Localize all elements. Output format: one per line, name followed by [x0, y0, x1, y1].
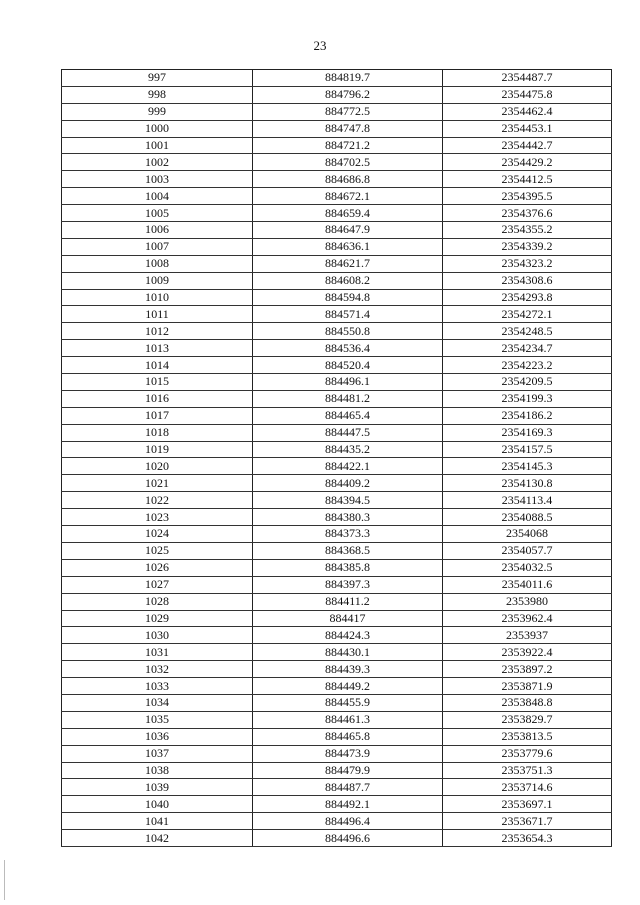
table-row [62, 576, 612, 593]
coordinates-table [61, 69, 612, 847]
x-coordinate-cell: 884686.8 [253, 171, 443, 188]
table-row [62, 137, 612, 154]
table-row [62, 475, 612, 492]
table-row [62, 323, 612, 340]
point-number-cell: 1034 [62, 694, 253, 711]
table-row [62, 441, 612, 458]
table-row [62, 542, 612, 559]
x-coordinate-cell: 884461.3 [253, 711, 443, 728]
x-coordinate-cell: 884409.2 [253, 475, 443, 492]
y-coordinate-cell: 2353751.3 [443, 762, 612, 779]
y-coordinate-cell: 2354032.5 [443, 559, 612, 576]
table-row [62, 745, 612, 762]
y-coordinate-cell: 2354308.6 [443, 272, 612, 289]
margin-mark [4, 860, 5, 900]
point-number-cell: 1041 [62, 813, 253, 830]
point-number-cell: 1032 [62, 661, 253, 678]
point-number-cell: 1003 [62, 171, 253, 188]
y-coordinate-cell: 2354157.5 [443, 441, 612, 458]
y-coordinate-cell: 2353897.2 [443, 661, 612, 678]
point-number-cell: 1042 [62, 830, 253, 847]
x-coordinate-cell: 884520.4 [253, 357, 443, 374]
point-number-cell: 1002 [62, 154, 253, 171]
table-row [62, 492, 612, 509]
point-number-cell: 1033 [62, 678, 253, 695]
x-coordinate-cell: 884647.9 [253, 222, 443, 239]
table-row [62, 340, 612, 357]
x-coordinate-cell: 884368.5 [253, 542, 443, 559]
point-number-cell: 1001 [62, 137, 253, 154]
table-row [62, 154, 612, 171]
point-number-cell: 1036 [62, 728, 253, 745]
y-coordinate-cell: 2353871.9 [443, 678, 612, 695]
point-number-cell: 1017 [62, 407, 253, 424]
y-coordinate-cell: 2354248.5 [443, 323, 612, 340]
x-coordinate-cell: 884659.4 [253, 205, 443, 222]
point-number-cell: 1014 [62, 357, 253, 374]
y-coordinate-cell: 2354272.1 [443, 306, 612, 323]
x-coordinate-cell: 884536.4 [253, 340, 443, 357]
x-coordinate-cell: 884550.8 [253, 323, 443, 340]
x-coordinate-cell: 884455.9 [253, 694, 443, 711]
x-coordinate-cell: 884424.3 [253, 627, 443, 644]
table-row [62, 407, 612, 424]
point-number-cell: 1020 [62, 458, 253, 475]
x-coordinate-cell: 884747.8 [253, 120, 443, 137]
x-coordinate-cell: 884479.9 [253, 762, 443, 779]
y-coordinate-cell: 2354412.5 [443, 171, 612, 188]
table-row [62, 188, 612, 205]
point-number-cell: 1010 [62, 289, 253, 306]
x-coordinate-cell: 884496.1 [253, 374, 443, 391]
table-row [62, 627, 612, 644]
y-coordinate-cell: 2354209.5 [443, 374, 612, 391]
table-row [62, 103, 612, 120]
point-number-cell: 1012 [62, 323, 253, 340]
table-row [62, 238, 612, 255]
x-coordinate-cell: 884496.6 [253, 830, 443, 847]
y-coordinate-cell: 2354057.7 [443, 542, 612, 559]
point-number-cell: 1018 [62, 424, 253, 441]
y-coordinate-cell: 2354234.7 [443, 340, 612, 357]
x-coordinate-cell: 884373.3 [253, 526, 443, 543]
x-coordinate-cell: 884721.2 [253, 137, 443, 154]
page-number: 23 [313, 38, 327, 53]
table-row [62, 222, 612, 239]
y-coordinate-cell: 2353654.3 [443, 830, 612, 847]
y-coordinate-cell: 2354169.3 [443, 424, 612, 441]
table-row [62, 289, 612, 306]
point-number-cell: 1009 [62, 272, 253, 289]
y-coordinate-cell: 2354088.5 [443, 509, 612, 526]
x-coordinate-cell: 884435.2 [253, 441, 443, 458]
point-number-cell: 1025 [62, 542, 253, 559]
point-number-cell: 1013 [62, 340, 253, 357]
table-row [62, 390, 612, 407]
point-number-cell: 1019 [62, 441, 253, 458]
table-row [62, 205, 612, 222]
table-row [62, 255, 612, 272]
table-row [62, 830, 612, 847]
y-coordinate-cell: 2354113.4 [443, 492, 612, 509]
y-coordinate-cell: 2354323.2 [443, 255, 612, 272]
x-coordinate-cell: 884702.5 [253, 154, 443, 171]
x-coordinate-cell: 884672.1 [253, 188, 443, 205]
point-number-cell: 1029 [62, 610, 253, 627]
point-number-cell: 997 [62, 70, 253, 87]
x-coordinate-cell: 884394.5 [253, 492, 443, 509]
y-coordinate-cell: 2354453.1 [443, 120, 612, 137]
table-row [62, 796, 612, 813]
table-row [62, 120, 612, 137]
point-number-cell: 1026 [62, 559, 253, 576]
table-row [62, 762, 612, 779]
x-coordinate-cell: 884636.1 [253, 238, 443, 255]
x-coordinate-cell: 884465.8 [253, 728, 443, 745]
x-coordinate-cell: 884439.3 [253, 661, 443, 678]
table-row [62, 593, 612, 610]
y-coordinate-cell: 2353829.7 [443, 711, 612, 728]
point-number-cell: 1004 [62, 188, 253, 205]
table-row [62, 559, 612, 576]
y-coordinate-cell: 2354376.6 [443, 205, 612, 222]
y-coordinate-cell: 2353779.6 [443, 745, 612, 762]
table-row [62, 779, 612, 796]
y-coordinate-cell: 2354199.3 [443, 390, 612, 407]
table-row [62, 86, 612, 103]
y-coordinate-cell: 2353962.4 [443, 610, 612, 627]
y-coordinate-cell: 2354145.3 [443, 458, 612, 475]
table-row [62, 813, 612, 830]
x-coordinate-cell: 884608.2 [253, 272, 443, 289]
table-row [62, 728, 612, 745]
point-number-cell: 1022 [62, 492, 253, 509]
x-coordinate-cell: 884380.3 [253, 509, 443, 526]
x-coordinate-cell: 884397.3 [253, 576, 443, 593]
table-row [62, 306, 612, 323]
point-number-cell: 1011 [62, 306, 253, 323]
x-coordinate-cell: 884772.5 [253, 103, 443, 120]
x-coordinate-cell: 884430.1 [253, 644, 443, 661]
y-coordinate-cell: 2354186.2 [443, 407, 612, 424]
y-coordinate-cell: 2354130.8 [443, 475, 612, 492]
x-coordinate-cell: 884449.2 [253, 678, 443, 695]
table-row [62, 694, 612, 711]
y-coordinate-cell: 2354355.2 [443, 222, 612, 239]
y-coordinate-cell: 2354442.7 [443, 137, 612, 154]
x-coordinate-cell: 884496.4 [253, 813, 443, 830]
table-row [62, 526, 612, 543]
y-coordinate-cell: 2353937 [443, 627, 612, 644]
y-coordinate-cell: 2353671.7 [443, 813, 612, 830]
point-number-cell: 1015 [62, 374, 253, 391]
x-coordinate-cell: 884417 [253, 610, 443, 627]
point-number-cell: 1005 [62, 205, 253, 222]
y-coordinate-cell: 2354293.8 [443, 289, 612, 306]
x-coordinate-cell: 884571.4 [253, 306, 443, 323]
table-row [62, 610, 612, 627]
point-number-cell: 1008 [62, 255, 253, 272]
coordinates-table-body [62, 70, 612, 847]
y-coordinate-cell: 2353813.5 [443, 728, 612, 745]
point-number-cell: 1023 [62, 509, 253, 526]
table-row [62, 424, 612, 441]
point-number-cell: 1027 [62, 576, 253, 593]
table-row [62, 711, 612, 728]
y-coordinate-cell: 2354339.2 [443, 238, 612, 255]
y-coordinate-cell: 2354223.2 [443, 357, 612, 374]
x-coordinate-cell: 884473.9 [253, 745, 443, 762]
point-number-cell: 1000 [62, 120, 253, 137]
y-coordinate-cell: 2354068 [443, 526, 612, 543]
table-row [62, 171, 612, 188]
table-row [62, 374, 612, 391]
point-number-cell: 1031 [62, 644, 253, 661]
y-coordinate-cell: 2354487.7 [443, 70, 612, 87]
x-coordinate-cell: 884411.2 [253, 593, 443, 610]
point-number-cell: 1040 [62, 796, 253, 813]
y-coordinate-cell: 2354429.2 [443, 154, 612, 171]
y-coordinate-cell: 2353697.1 [443, 796, 612, 813]
y-coordinate-cell: 2353714.6 [443, 779, 612, 796]
x-coordinate-cell: 884492.1 [253, 796, 443, 813]
point-number-cell: 1039 [62, 779, 253, 796]
y-coordinate-cell: 2353980 [443, 593, 612, 610]
point-number-cell: 999 [62, 103, 253, 120]
table-row [62, 509, 612, 526]
y-coordinate-cell: 2354011.6 [443, 576, 612, 593]
y-coordinate-cell: 2354395.5 [443, 188, 612, 205]
y-coordinate-cell: 2354475.8 [443, 86, 612, 103]
table-row [62, 272, 612, 289]
x-coordinate-cell: 884621.7 [253, 255, 443, 272]
point-number-cell: 1038 [62, 762, 253, 779]
x-coordinate-cell: 884465.4 [253, 407, 443, 424]
x-coordinate-cell: 884422.1 [253, 458, 443, 475]
point-number-cell: 1016 [62, 390, 253, 407]
y-coordinate-cell: 2354462.4 [443, 103, 612, 120]
table-row [62, 661, 612, 678]
table-row [62, 70, 612, 87]
y-coordinate-cell: 2353922.4 [443, 644, 612, 661]
point-number-cell: 1006 [62, 222, 253, 239]
table-row [62, 678, 612, 695]
table-row [62, 357, 612, 374]
point-number-cell: 998 [62, 86, 253, 103]
table-row [62, 458, 612, 475]
point-number-cell: 1021 [62, 475, 253, 492]
y-coordinate-cell: 2353848.8 [443, 694, 612, 711]
x-coordinate-cell: 884481.2 [253, 390, 443, 407]
x-coordinate-cell: 884819.7 [253, 70, 443, 87]
point-number-cell: 1028 [62, 593, 253, 610]
point-number-cell: 1037 [62, 745, 253, 762]
x-coordinate-cell: 884447.5 [253, 424, 443, 441]
x-coordinate-cell: 884385.8 [253, 559, 443, 576]
point-number-cell: 1007 [62, 238, 253, 255]
x-coordinate-cell: 884594.8 [253, 289, 443, 306]
table-row [62, 644, 612, 661]
point-number-cell: 1024 [62, 526, 253, 543]
x-coordinate-cell: 884796.2 [253, 86, 443, 103]
point-number-cell: 1030 [62, 627, 253, 644]
x-coordinate-cell: 884487.7 [253, 779, 443, 796]
point-number-cell: 1035 [62, 711, 253, 728]
